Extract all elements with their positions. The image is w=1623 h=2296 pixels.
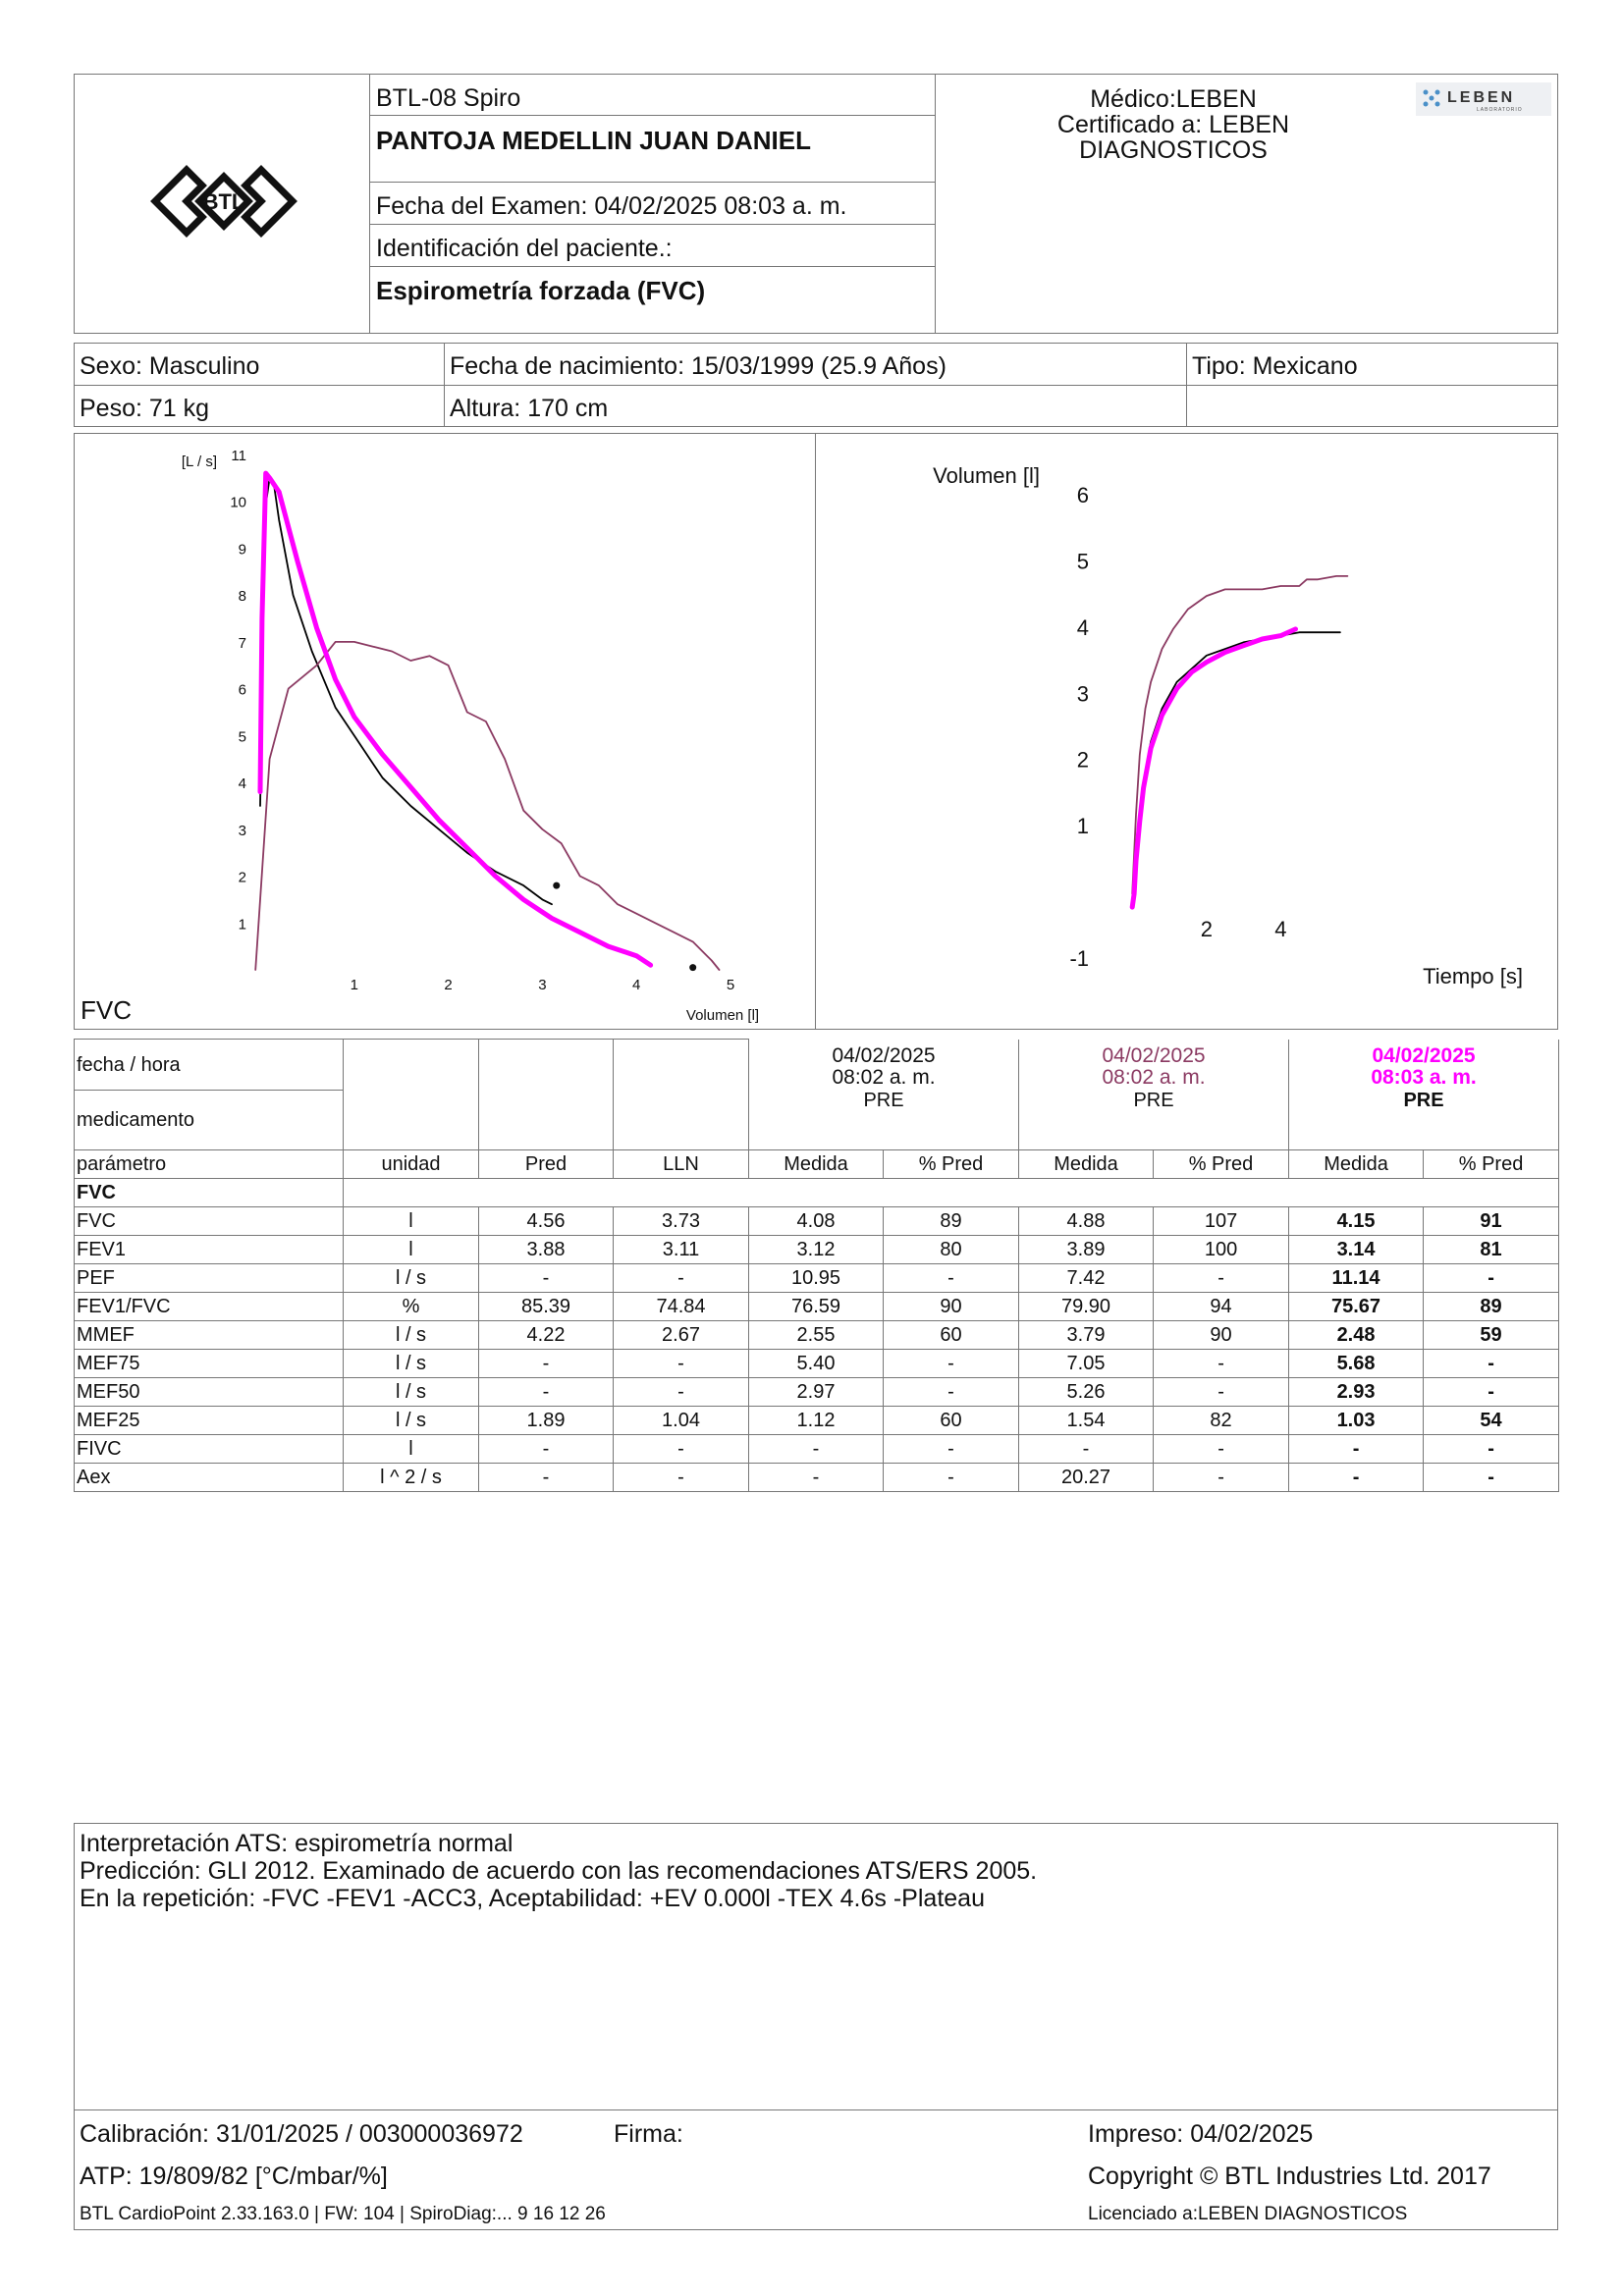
cell-p1: - (884, 1435, 1019, 1464)
trial-3-time: 08:03 a. m. (1371, 1065, 1477, 1089)
cell-m1: 5.40 (749, 1350, 884, 1378)
patient-name: PANTOJA MEDELLIN JUAN DANIEL (376, 126, 811, 155)
cell-unit: l (344, 1207, 479, 1236)
interpretation-line1: Interpretación ATS: espirometría normal (80, 1830, 514, 1857)
empty-cell (614, 1040, 749, 1150)
cell-lln: - (614, 1435, 749, 1464)
empty-cell (479, 1040, 614, 1150)
cell-p3: - (1424, 1378, 1559, 1407)
printed-date: Impreso: 04/02/2025 (1088, 2120, 1314, 2148)
cell-m2: 79.90 (1019, 1293, 1154, 1321)
cell-unit: l / s (344, 1350, 479, 1378)
licensed-to: Licenciado a:LEBEN DIAGNOSTICOS (1088, 2204, 1408, 2224)
y-tick-label: 1 (1076, 814, 1089, 839)
x-tick-label: 4 (632, 977, 641, 993)
label-pred: Pred (479, 1150, 614, 1179)
cell-lln: - (614, 1464, 749, 1492)
cell-m1: - (749, 1435, 884, 1464)
y-axis-label: [L / s] (181, 454, 217, 470)
cell-pred: - (479, 1378, 614, 1407)
cell-param: PEF (75, 1264, 344, 1293)
cell-pred: - (479, 1350, 614, 1378)
cell-m3: 4.15 (1289, 1207, 1424, 1236)
cell-unit: % (344, 1293, 479, 1321)
marker-point (553, 882, 560, 889)
cell-pred: 1.89 (479, 1407, 614, 1435)
cell-m2: 3.89 (1019, 1236, 1154, 1264)
cell-m3: - (1289, 1435, 1424, 1464)
y-tick-label: 4 (1076, 614, 1089, 640)
interpretation-text (80, 1830, 1037, 1912)
cell-param: MMEF (75, 1321, 344, 1350)
table-row (75, 1264, 1559, 1293)
cell-p1: 80 (884, 1236, 1019, 1264)
cell-unit: l / s (344, 1321, 479, 1350)
y-tick-label: 2 (238, 869, 246, 886)
patient-info-rule (74, 385, 1558, 386)
results-table (74, 1039, 1559, 1492)
cell-lln: 3.73 (614, 1207, 749, 1236)
trial-3-datetime (1289, 1040, 1559, 1091)
cell-param: Aex (75, 1464, 344, 1492)
marker-point (689, 964, 696, 971)
header-rule (369, 266, 935, 267)
cell-lln: - (614, 1378, 749, 1407)
cell-m3: 2.93 (1289, 1378, 1424, 1407)
table-row (75, 1464, 1559, 1492)
section-label: FVC (75, 1179, 344, 1207)
x-axis-label: Volumen [l] (685, 1007, 760, 1024)
cell-p2: 107 (1154, 1207, 1289, 1236)
cell-m3: - (1289, 1464, 1424, 1492)
series-line-1 (255, 642, 719, 970)
signature-label: Firma: (614, 2120, 683, 2148)
cell-p3: - (1424, 1350, 1559, 1378)
patient-weight: Peso: 71 kg (80, 395, 210, 422)
cell-p1: - (884, 1464, 1019, 1492)
cell-m1: 2.55 (749, 1321, 884, 1350)
exam-date: Fecha del Examen: 04/02/2025 08:03 a. m. (376, 192, 847, 220)
y-tick-label: -1 (1069, 946, 1089, 971)
header-divider-right (935, 74, 936, 334)
cell-p2: - (1154, 1378, 1289, 1407)
cell-lln: - (614, 1350, 749, 1378)
cell-p2: 90 (1154, 1321, 1289, 1350)
header-rule (369, 182, 935, 183)
interpretation-line3: En la repetición: -FVC -FEV1 -ACC3, Aceptabilidad: +EV 0.000l -TEX 4.6s -Plateau (80, 1885, 985, 1912)
series-line-0 (260, 478, 552, 904)
chart-label: FVC (81, 995, 132, 1025)
patient-height: Altura: 170 cm (450, 395, 609, 422)
cell-p3: 54 (1424, 1407, 1559, 1435)
copyright: Copyright © BTL Industries Ltd. 2017 (1088, 2163, 1491, 2190)
cell-pred: - (479, 1264, 614, 1293)
cell-m3: 1.03 (1289, 1407, 1424, 1435)
label-measured: Medida (749, 1150, 884, 1179)
cell-m2: 7.42 (1019, 1264, 1154, 1293)
cell-m1: 76.59 (749, 1293, 884, 1321)
label-lln: LLN (614, 1150, 749, 1179)
volume-time-chart (816, 434, 1556, 1029)
cell-unit: l (344, 1435, 479, 1464)
label-unit: unidad (344, 1150, 479, 1179)
cell-m3: 11.14 (1289, 1264, 1424, 1293)
cell-p2: - (1154, 1435, 1289, 1464)
table-row (75, 1378, 1559, 1407)
cell-param: FEV1 (75, 1236, 344, 1264)
label-date-time: fecha / hora (75, 1040, 344, 1091)
cell-param: FIVC (75, 1435, 344, 1464)
series-line-2 (1132, 629, 1295, 907)
y-tick-label: 8 (238, 588, 246, 606)
trial-1-time: 08:02 a. m. (832, 1065, 936, 1089)
x-tick-label: 3 (538, 977, 547, 993)
cell-p1: - (884, 1350, 1019, 1378)
cell-param: MEF25 (75, 1407, 344, 1435)
cell-p2: - (1154, 1264, 1289, 1293)
flow-volume-chart (75, 434, 814, 1029)
cell-param: FVC (75, 1207, 344, 1236)
cell-pred: - (479, 1464, 614, 1492)
label-measured: Medida (1019, 1150, 1154, 1179)
patient-info-divider (1186, 343, 1187, 427)
empty-cell (344, 1040, 479, 1150)
y-axis-label: Volumen [l] (933, 463, 1040, 488)
cell-m3: 75.67 (1289, 1293, 1424, 1321)
cell-unit: l / s (344, 1407, 479, 1435)
patient-sex: Sexo: Masculino (80, 352, 260, 380)
cell-lln: 1.04 (614, 1407, 749, 1435)
cell-p1: 90 (884, 1293, 1019, 1321)
cell-p2: 100 (1154, 1236, 1289, 1264)
cell-p2: - (1154, 1350, 1289, 1378)
header-rule (369, 224, 935, 225)
cell-pred: 4.22 (479, 1321, 614, 1350)
y-tick-label: 5 (1076, 549, 1089, 574)
certified-line1: Certificado a: LEBEN (1056, 111, 1290, 138)
x-tick-label: 4 (1274, 917, 1287, 941)
y-tick-label: 6 (1076, 483, 1089, 507)
table-row (75, 1293, 1559, 1321)
leben-logo-sub: LABORATORIO (1477, 107, 1523, 113)
x-tick-label: 2 (1200, 917, 1213, 941)
cell-m1: 2.97 (749, 1378, 884, 1407)
cell-param: MEF75 (75, 1350, 344, 1378)
cell-unit: l (344, 1236, 479, 1264)
trial-2-med: PRE (1019, 1091, 1289, 1150)
x-axis-label: Tiempo [s] (1423, 964, 1523, 988)
trial-1-datetime (749, 1040, 1019, 1091)
cell-m2: 5.26 (1019, 1378, 1154, 1407)
patient-id: Identificación del paciente.: (376, 235, 673, 262)
cell-p3: 91 (1424, 1207, 1559, 1236)
cell-p1: - (884, 1378, 1019, 1407)
cell-m2: 1.54 (1019, 1407, 1154, 1435)
doctor-block (992, 86, 1355, 163)
trial-2-time: 08:02 a. m. (1102, 1065, 1206, 1089)
patient-type: Tipo: Mexicano (1192, 352, 1358, 380)
cell-m1: 10.95 (749, 1264, 884, 1293)
cell-pred: 3.88 (479, 1236, 614, 1264)
cell-m3: 3.14 (1289, 1236, 1424, 1264)
label-medication: medicamento (75, 1091, 344, 1150)
trial-1-date: 04/02/2025 (832, 1043, 936, 1067)
btl-logo-text: BTL (202, 189, 245, 214)
results-rows (75, 1207, 1559, 1492)
leben-logo-text: LEBEN (1447, 89, 1516, 106)
trial-3-date: 04/02/2025 (1372, 1043, 1476, 1067)
y-tick-label: 1 (238, 916, 246, 934)
x-tick-label: 1 (350, 977, 358, 993)
cell-p3: - (1424, 1435, 1559, 1464)
y-tick-label: 4 (238, 775, 246, 793)
cell-p3: 89 (1424, 1293, 1559, 1321)
trial-2-date: 04/02/2025 (1102, 1043, 1206, 1067)
table-row (75, 1435, 1559, 1464)
software-version: BTL CardioPoint 2.33.163.0 | FW: 104 | SpiroDiag:... 9 16 12 26 (80, 2204, 606, 2224)
header-rule (369, 115, 935, 116)
table-row (75, 1236, 1559, 1264)
leben-logo (1416, 82, 1551, 116)
label-pct-pred: % Pred (1154, 1150, 1289, 1179)
cell-p3: - (1424, 1264, 1559, 1293)
cell-m1: 1.12 (749, 1407, 884, 1435)
interpretation-line2: Predicción: GLI 2012. Examinado de acuerdo con las recomendaciones ATS/ERS 2005. (80, 1857, 1038, 1885)
y-tick-label: 6 (238, 681, 246, 699)
cell-m1: 3.12 (749, 1236, 884, 1264)
label-measured: Medida (1289, 1150, 1424, 1179)
cell-param: FEV1/FVC (75, 1293, 344, 1321)
y-tick-label: 9 (238, 541, 246, 559)
cell-m3: 5.68 (1289, 1350, 1424, 1378)
cell-p2: 82 (1154, 1407, 1289, 1435)
label-pct-pred: % Pred (884, 1150, 1019, 1179)
cell-lln: 74.84 (614, 1293, 749, 1321)
cell-unit: l / s (344, 1264, 479, 1293)
section-spacer (344, 1179, 1559, 1207)
table-row (75, 1350, 1559, 1378)
x-tick-label: 5 (726, 977, 735, 993)
cell-m1: - (749, 1464, 884, 1492)
patient-info-divider (444, 343, 445, 427)
series-line-2 (260, 473, 651, 965)
cell-unit: l / s (344, 1378, 479, 1407)
cell-p1: 60 (884, 1407, 1019, 1435)
patient-birth: Fecha de nacimiento: 15/03/1999 (25.9 Años) (450, 352, 947, 380)
cell-lln: 3.11 (614, 1236, 749, 1264)
y-tick-label: 10 (230, 494, 246, 511)
trial-2-datetime (1019, 1040, 1289, 1091)
cell-p1: - (884, 1264, 1019, 1293)
cell-unit: l ^ 2 / s (344, 1464, 479, 1492)
y-tick-label: 11 (231, 448, 246, 464)
y-tick-label: 2 (1076, 747, 1089, 773)
table-row (75, 1407, 1559, 1435)
cell-p1: 89 (884, 1207, 1019, 1236)
cell-m3: 2.48 (1289, 1321, 1424, 1350)
x-tick-label: 2 (444, 977, 453, 993)
cell-pred: 4.56 (479, 1207, 614, 1236)
table-row (75, 1321, 1559, 1350)
atp: ATP: 19/809/82 [°C/mbar/%] (80, 2163, 388, 2190)
cell-lln: - (614, 1264, 749, 1293)
cell-p3: 59 (1424, 1321, 1559, 1350)
label-parameter: parámetro (75, 1150, 344, 1179)
cell-m2: 7.05 (1019, 1350, 1154, 1378)
cell-m1: 4.08 (749, 1207, 884, 1236)
cell-pred: - (479, 1435, 614, 1464)
table-row (75, 1207, 1559, 1236)
cell-p3: 81 (1424, 1236, 1559, 1264)
cell-m2: 4.88 (1019, 1207, 1154, 1236)
cell-p1: 60 (884, 1321, 1019, 1350)
cell-param: MEF50 (75, 1378, 344, 1407)
cell-lln: 2.67 (614, 1321, 749, 1350)
cell-m2: - (1019, 1435, 1154, 1464)
cell-m2: 20.27 (1019, 1464, 1154, 1492)
btl-logo (145, 157, 302, 245)
trial-1-med: PRE (749, 1091, 1019, 1150)
series-line-1 (1132, 576, 1347, 894)
trial-3-med: PRE (1289, 1091, 1559, 1150)
y-tick-label: 5 (238, 728, 246, 746)
series-line-0 (1132, 632, 1340, 907)
y-tick-label: 3 (1076, 681, 1089, 707)
cell-p2: 94 (1154, 1293, 1289, 1321)
cell-pred: 85.39 (479, 1293, 614, 1321)
y-tick-label: 3 (238, 822, 246, 839)
y-tick-label: 7 (238, 634, 246, 652)
device-name: BTL-08 Spiro (376, 84, 521, 112)
cell-p2: - (1154, 1464, 1289, 1492)
certified-line2: DIAGNOSTICOS (1079, 136, 1268, 164)
header-divider-left (369, 74, 370, 334)
label-pct-pred: % Pred (1424, 1150, 1559, 1179)
doctor-name: Médico:LEBEN (1090, 85, 1257, 113)
cell-p3: - (1424, 1464, 1559, 1492)
test-type: Espirometría forzada (FVC) (376, 276, 706, 305)
calibration: Calibración: 31/01/2025 / 003000036972 (80, 2120, 523, 2148)
cell-m2: 3.79 (1019, 1321, 1154, 1350)
